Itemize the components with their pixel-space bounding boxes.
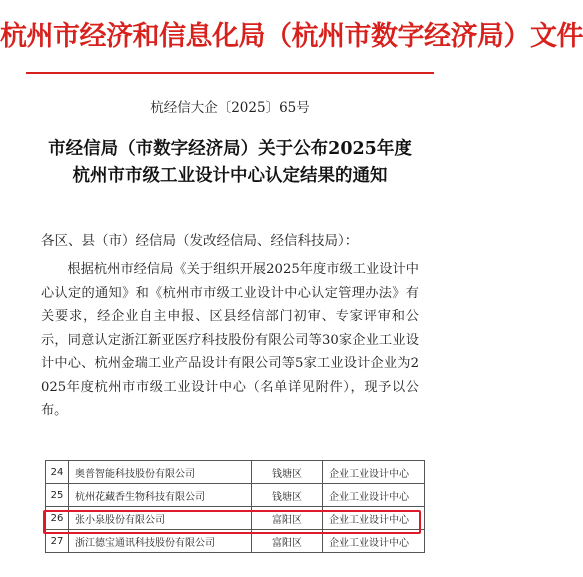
district: 富阳区 [252, 507, 323, 530]
company-name: 浙江德宝通讯科技股份有限公司 [69, 530, 252, 553]
row-number: 26 [46, 507, 69, 530]
district: 富阳区 [252, 530, 323, 553]
body-paragraph: 根据杭州市经信局《关于组织开展2025年度市级工业设计中心认定的通知》和《杭州市市级工业设计中心认定管理办法》有关要求，经企业自主申报、区县经信部门初审、专家评审和公示，同意认定浙江新亚医疗科技股份有限公司等30家企业工业设计中心、杭州金瑞工业产品设计有限公司等5家工业设计企业为2025年度杭州市市级工业设计中心（名单详见附件），现予以公布。 [41, 262, 419, 418]
center-type: 企业工业设计中心 [323, 484, 425, 507]
row-number: 24 [46, 461, 69, 484]
salutation: 各区、县（市）经信局（发改经信局、经信科技局）： [41, 233, 359, 249]
company-list-table [45, 460, 425, 553]
document-number: 杭经信大企〔2025〕65号 [150, 100, 310, 116]
center-type: 企业工业设计中心 [323, 507, 425, 530]
center-type: 企业工业设计中心 [323, 530, 425, 553]
notice-title-line-1: 市经信局（市数字经济局）关于公布2025年度 [48, 139, 412, 159]
table-row [46, 484, 425, 507]
notice-title-line-2: 杭州市市级工业设计中心认定结果的通知 [72, 166, 388, 186]
table-row [46, 461, 425, 484]
center-type: 企业工业设计中心 [323, 461, 425, 484]
company-name: 奥普智能科技股份有限公司 [69, 461, 252, 484]
district: 钱塘区 [252, 461, 323, 484]
row-number: 27 [46, 530, 69, 553]
company-name: 杭州花藏香生物科技有限公司 [69, 484, 252, 507]
table-row [46, 530, 425, 553]
table-row-highlighted [46, 507, 425, 530]
red-header-rule [26, 72, 434, 74]
row-number: 25 [46, 484, 69, 507]
document-header-title: 杭州市经济和信息化局（杭州市数字经济局）文件 [0, 21, 583, 52]
district: 钱塘区 [252, 484, 323, 507]
company-name: 张小泉股份有限公司 [69, 507, 252, 530]
notice-title [0, 136, 460, 190]
